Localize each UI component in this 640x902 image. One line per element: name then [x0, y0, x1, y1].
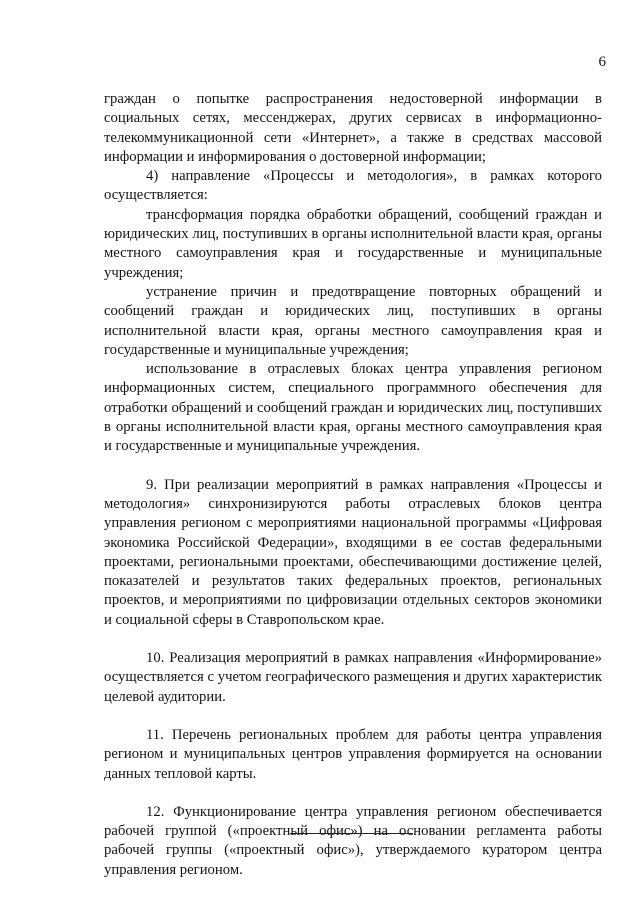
paragraph-clause-9: 9. При реализации мероприятий в рамках направления «Процессы и методология» синхронизируются работы отраслевых блоков центра управления регионом с мероприятиями национальной программы «Цифровая экономика Российской Федерации», входящими в ее состав федеральными проектами, региональными проектами, обеспечивающими достижение целей, показателей и результатов таких федеральных проектов, региональных проектов, и мероприятиями по цифровизации отдельных секторов экономики и социальной сферы в Ставропольском крае. — [104, 476, 602, 628]
paragraph-clause-10: 10. Реализация мероприятий в рамках направления «Информирование» осуществляется с учетом географического размещения и других характеристик целевой аудитории. — [104, 650, 602, 705]
document-body — [104, 90, 602, 880]
paragraph-item-4: 4) направление «Процессы и методология», в рамках которого осуществляется: — [104, 168, 602, 204]
paragraph-clause-12: 12. Функционирование центра управления регионом обеспечивается рабочей группой («проектный офис») на основании регламента работы рабочей группы («проектный офис»), утверждаемого куратором центра управления регионом. — [104, 803, 602, 878]
page-number: 6 — [598, 54, 606, 70]
end-of-document-rule — [290, 833, 413, 834]
paragraph-clause-11: 11. Перечень региональных проблем для работы центра управления регионом и муниципальных центров управления формируется на основании данных тепловой карты. — [104, 726, 602, 782]
paragraph-subitem-usage: использование в отраслевых блоках центра управления регионом информационных систем, специального программного обеспечения для отработки обращений и сообщений граждан и юридических лиц, поступивших в органы исполнительной власти края, органы местного самоуправления края и государственные и муниципальные учреждения. — [104, 361, 602, 455]
paragraph-subitem-elimination: устранение причин и предотвращение повторных обращений и сообщений граждан и юридических лиц, поступивших в органы исполнительной власти края, органы местного самоуправления края и государственные и муниципальные учреждения; — [104, 283, 602, 358]
paragraph-continuation: граждан о попытке распространения недостоверной информации в социальных сетях, мессенджерах, других сервисах в информационно-телекоммуникационной сети «Интернет», а также в средствах массовой информации и информирования о достоверной информации; — [104, 91, 602, 165]
paragraph-subitem-transformation: трансформация порядка обработки обращений, сообщений граждан и юридических лиц, поступивших в органы исполнительной власти края, органы местного самоуправления края и государственные и муниципальные учреждения; — [104, 206, 602, 281]
